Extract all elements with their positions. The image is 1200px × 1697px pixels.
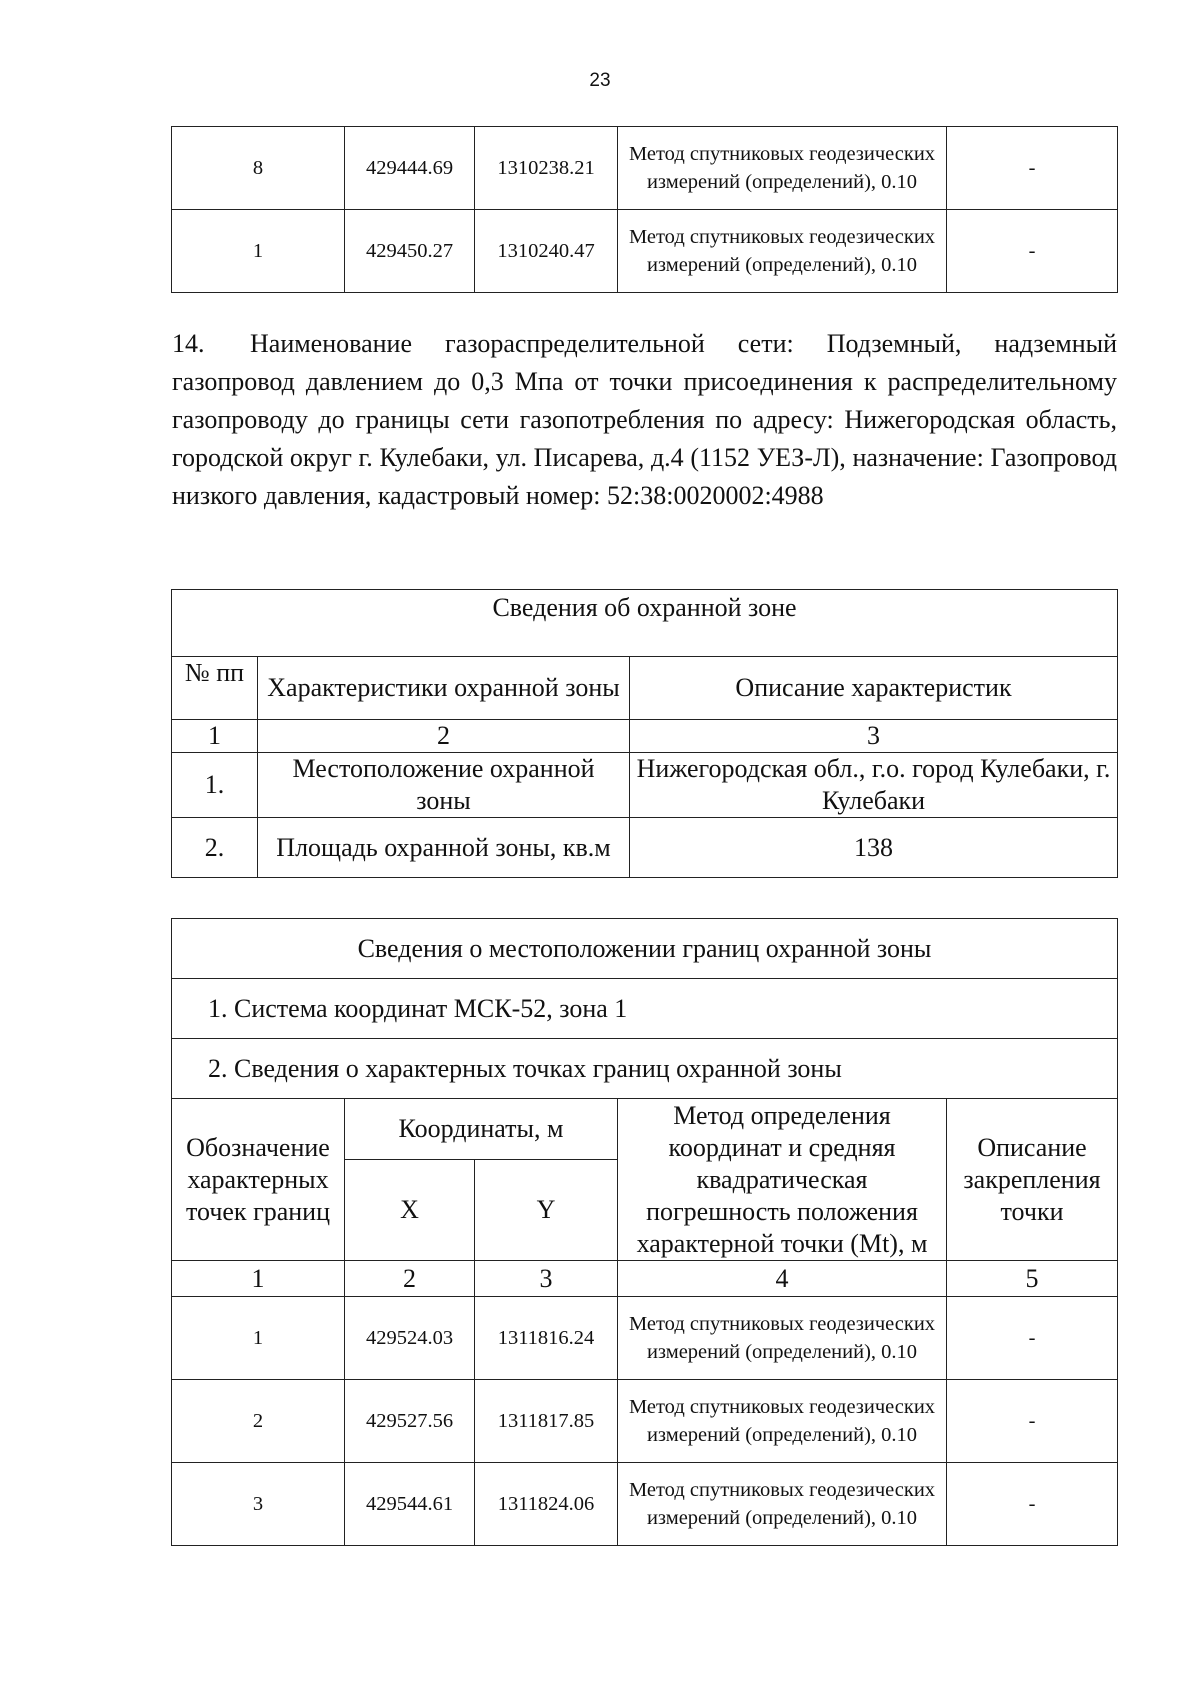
coordinate-system: 1. Система координат МСК-52, зона 1 [172,979,1118,1039]
column-header-method: Метод определения координат и средняя квадратическая погрешность положения характерной точки (Mt), м [618,1099,947,1261]
zone-table-title: Сведения об охранной зоне [172,590,1118,657]
description-cell: - [947,127,1118,210]
column-index: 1 [172,1261,345,1297]
y-cell: 1311817.85 [475,1380,618,1463]
description-cell: - [947,1463,1118,1546]
paragraph-number: 14. [172,329,205,358]
column-header-coordinates: Координаты, м [345,1099,618,1160]
column-header-description: Описание характеристик [630,657,1118,720]
column-index: 2 [258,720,630,753]
table-row [172,1463,1118,1546]
column-header-point: Обозначение характерных точек границ [172,1099,345,1261]
point-cell: 1 [172,210,345,293]
point-cell: 2 [172,1380,345,1463]
network-description-paragraph [172,325,1117,515]
point-cell: 1 [172,1297,345,1380]
boundary-table-title: Сведения о местоположении границ охранной зоны [172,919,1118,979]
column-header-description: Описание закрепления точки [947,1099,1118,1261]
column-header-characteristics: Характеристики охранной зоны [258,657,630,720]
table-row [172,818,1118,878]
y-cell: 1310240.47 [475,210,618,293]
table-row [172,210,1118,293]
paragraph-text: Наименование газораспределительной сети: Подземный, надземный газопровод давлением до 0,3 Мпа от точки присоединения к распределительному газопроводу до границы сети газопотребления по адресу: Нижегородская область, городской округ г. Кулебаки, ул. Писарева, д.4 (1152 УЕЗ-Л), назначение: Газопровод низкого давления, кадастровый номер: 52:38:0020002:4988 [172,329,1117,510]
method-cell: Метод спутниковых геодезических измерений (определений), 0.10 [618,1463,947,1546]
point-cell: 8 [172,127,345,210]
description-cell: - [947,1297,1118,1380]
description-cell: 138 [630,818,1118,878]
x-cell: 429444.69 [345,127,475,210]
row-number: 2. [172,818,258,878]
point-cell: 3 [172,1463,345,1546]
x-cell: 429544.61 [345,1463,475,1546]
column-index: 4 [618,1261,947,1297]
x-cell: 429450.27 [345,210,475,293]
column-index: 3 [475,1261,618,1297]
y-cell: 1311816.24 [475,1297,618,1380]
method-cell: Метод спутниковых геодезических измерений (определений), 0.10 [618,1380,947,1463]
protective-zone-table [171,589,1118,878]
page-number: 23 [589,70,611,91]
description-cell: Нижегородская обл., г.о. город Кулебаки, г. Кулебаки [630,753,1118,818]
table-row [172,1297,1118,1380]
description-cell: - [947,210,1118,293]
coordinates-table-continuation [171,126,1118,293]
method-cell: Метод спутниковых геодезических измерений (определений), 0.10 [618,210,947,293]
column-index: 5 [947,1261,1118,1297]
row-number: 1. [172,753,258,818]
characteristic-cell: Местоположение охранной зоны [258,753,630,818]
column-index: 1 [172,720,258,753]
column-index: 2 [345,1261,475,1297]
table-row [172,127,1118,210]
x-cell: 429524.03 [345,1297,475,1380]
column-header-y: Y [475,1160,618,1261]
characteristic-cell: Площадь охранной зоны, кв.м [258,818,630,878]
x-cell: 429527.56 [345,1380,475,1463]
zone-boundary-table [171,918,1118,1546]
column-header-x: X [345,1160,475,1261]
method-cell: Метод спутниковых геодезических измерений (определений), 0.10 [618,127,947,210]
column-index: 3 [630,720,1118,753]
y-cell: 1311824.06 [475,1463,618,1546]
method-cell: Метод спутниковых геодезических измерений (определений), 0.10 [618,1297,947,1380]
column-header-number: № пп [172,657,258,720]
y-cell: 1310238.21 [475,127,618,210]
table-row [172,753,1118,818]
description-cell: - [947,1380,1118,1463]
points-section-title: 2. Сведения о характерных точках границ охранной зоны [172,1039,1118,1099]
table-row [172,1380,1118,1463]
